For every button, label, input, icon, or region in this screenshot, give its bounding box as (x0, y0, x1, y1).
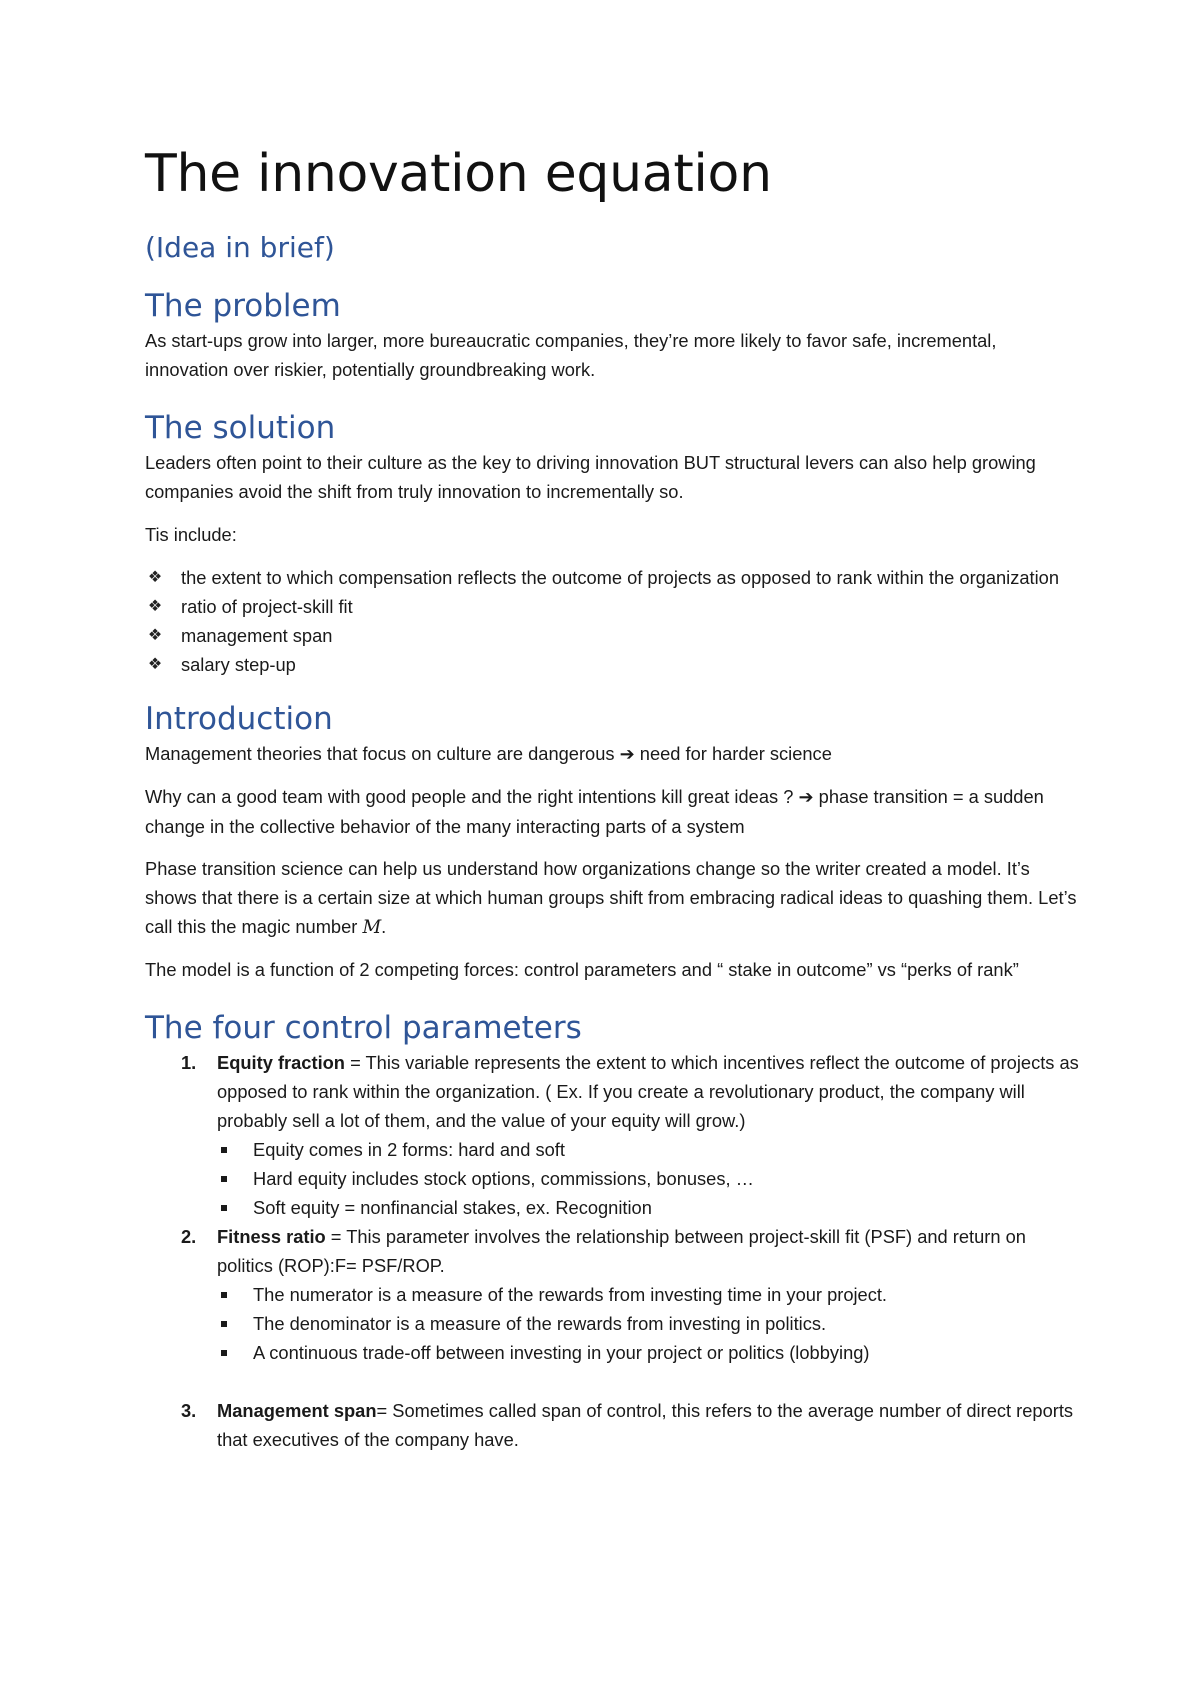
list-item: 2. Fitness ratio = This parameter involves the relationship between project-skill fit (PSF) and return on politics (ROP):F= PSF/ROP. The numerator is a measure of the rewards from investing time in your project. The denominator is a measure of the rewards from investing in politics. A continuous trade-off between investing in your project or politics (lobbying) (145, 1222, 1080, 1367)
diamond-bullet-icon: ❖ (147, 627, 163, 644)
list-item: 3. Management span= Sometimes called span of control, this refers to the average number of direct reports that executives of the company have. (181, 1400, 1074, 1450)
problem-text: As start-ups grow into larger, more bureaucratic companies, they’re more likely to favor safe, incremental, innovation over riskier, potentially groundbreaking work. (145, 330, 997, 380)
list-item: ❖ salary step-up (145, 650, 1080, 679)
introduction-paragraph-3: Phase transition science can help us understand how organizations change so the writer created a model. It’s shows that there is a certain size at which human groups shift from embracing radical ideas to quashing them. Let’s call this the magic number M. (145, 858, 1077, 938)
right-arrow-icon: ➔ (798, 787, 814, 807)
square-bullet-icon (221, 1350, 227, 1356)
list-item: ❖ ratio of project-skill fit (145, 592, 1080, 621)
list-item: 1. Equity fraction = This variable represents the extent to which incentives reflect the outcome of projects as opposed to rank within the organization. ( Ex. If you create a revolutionary product, the company will probably sell a lot of them, and the value of your equity will grow.) Equity comes in 2 forms: hard and soft Hard equity includes stock options, commissions, bonuses, … Soft equity = nonfinancial stakes, ex. Recognition (145, 1048, 1080, 1222)
solution-text: Leaders often point to their culture as the key to driving innovation BUT structural levers can also help growing companies avoid the shift from truly innovation to incrementally so. (145, 452, 1036, 502)
introduction-paragraph-2: Why can a good team with good people and the right intentions kill great ideas ? ➔ phase transition = a sudden change in the collective behavior of the many interacting parts of a system (145, 786, 1044, 837)
sub-list-item: The denominator is a measure of the rewards from investing in politics. (217, 1309, 1080, 1338)
introduction-paragraph-1: Management theories that focus on culture are dangerous ➔ need for harder science (145, 743, 832, 764)
parameter-term: Equity fraction (217, 1052, 345, 1073)
parameter-term: Fitness ratio (217, 1226, 326, 1247)
sub-list (217, 1280, 1080, 1367)
document-body (145, 140, 1080, 1454)
square-bullet-icon (221, 1321, 227, 1327)
solution-list (145, 563, 1080, 679)
page-subtitle: (Idea in brief) (145, 231, 335, 264)
introduction-paragraph-4: The model is a function of 2 competing forces: control parameters and “ stake in outcome” vs “perks of rank” (145, 959, 1019, 980)
page-title: The innovation equation (145, 144, 772, 204)
solution-heading: The solution (145, 410, 336, 446)
sub-list-item: A continuous trade-off between investing in your project or politics (lobbying) (217, 1338, 1080, 1367)
square-bullet-icon (221, 1292, 227, 1298)
list-item: ❖ management span (145, 621, 1080, 650)
control-parameters-list (145, 1048, 1080, 1454)
sub-list-item: Soft equity = nonfinancial stakes, ex. Recognition (217, 1193, 1080, 1222)
diamond-bullet-icon: ❖ (147, 569, 163, 586)
diamond-bullet-icon: ❖ (147, 656, 163, 673)
magic-number-symbol: M (362, 917, 382, 938)
problem-heading: The problem (145, 288, 341, 324)
parameter-term: Management span (217, 1400, 377, 1421)
sub-list-item: The numerator is a measure of the rewards from investing time in your project. (217, 1280, 1080, 1309)
control-parameters-heading: The four control parameters (145, 1010, 582, 1046)
sub-list-item: Equity comes in 2 forms: hard and soft (217, 1135, 1080, 1164)
diamond-bullet-icon: ❖ (147, 598, 163, 615)
square-bullet-icon (221, 1176, 227, 1182)
sub-list (217, 1135, 1080, 1222)
list-item: ❖ the extent to which compensation reflects the outcome of projects as opposed to rank within the organization (145, 563, 1080, 592)
square-bullet-icon (221, 1205, 227, 1211)
right-arrow-icon: ➔ (619, 744, 635, 764)
sub-list-item: Hard equity includes stock options, commissions, bonuses, … (217, 1164, 1080, 1193)
introduction-heading: Introduction (145, 701, 333, 737)
square-bullet-icon (221, 1147, 227, 1153)
solution-intro: Tis include: (145, 524, 237, 545)
